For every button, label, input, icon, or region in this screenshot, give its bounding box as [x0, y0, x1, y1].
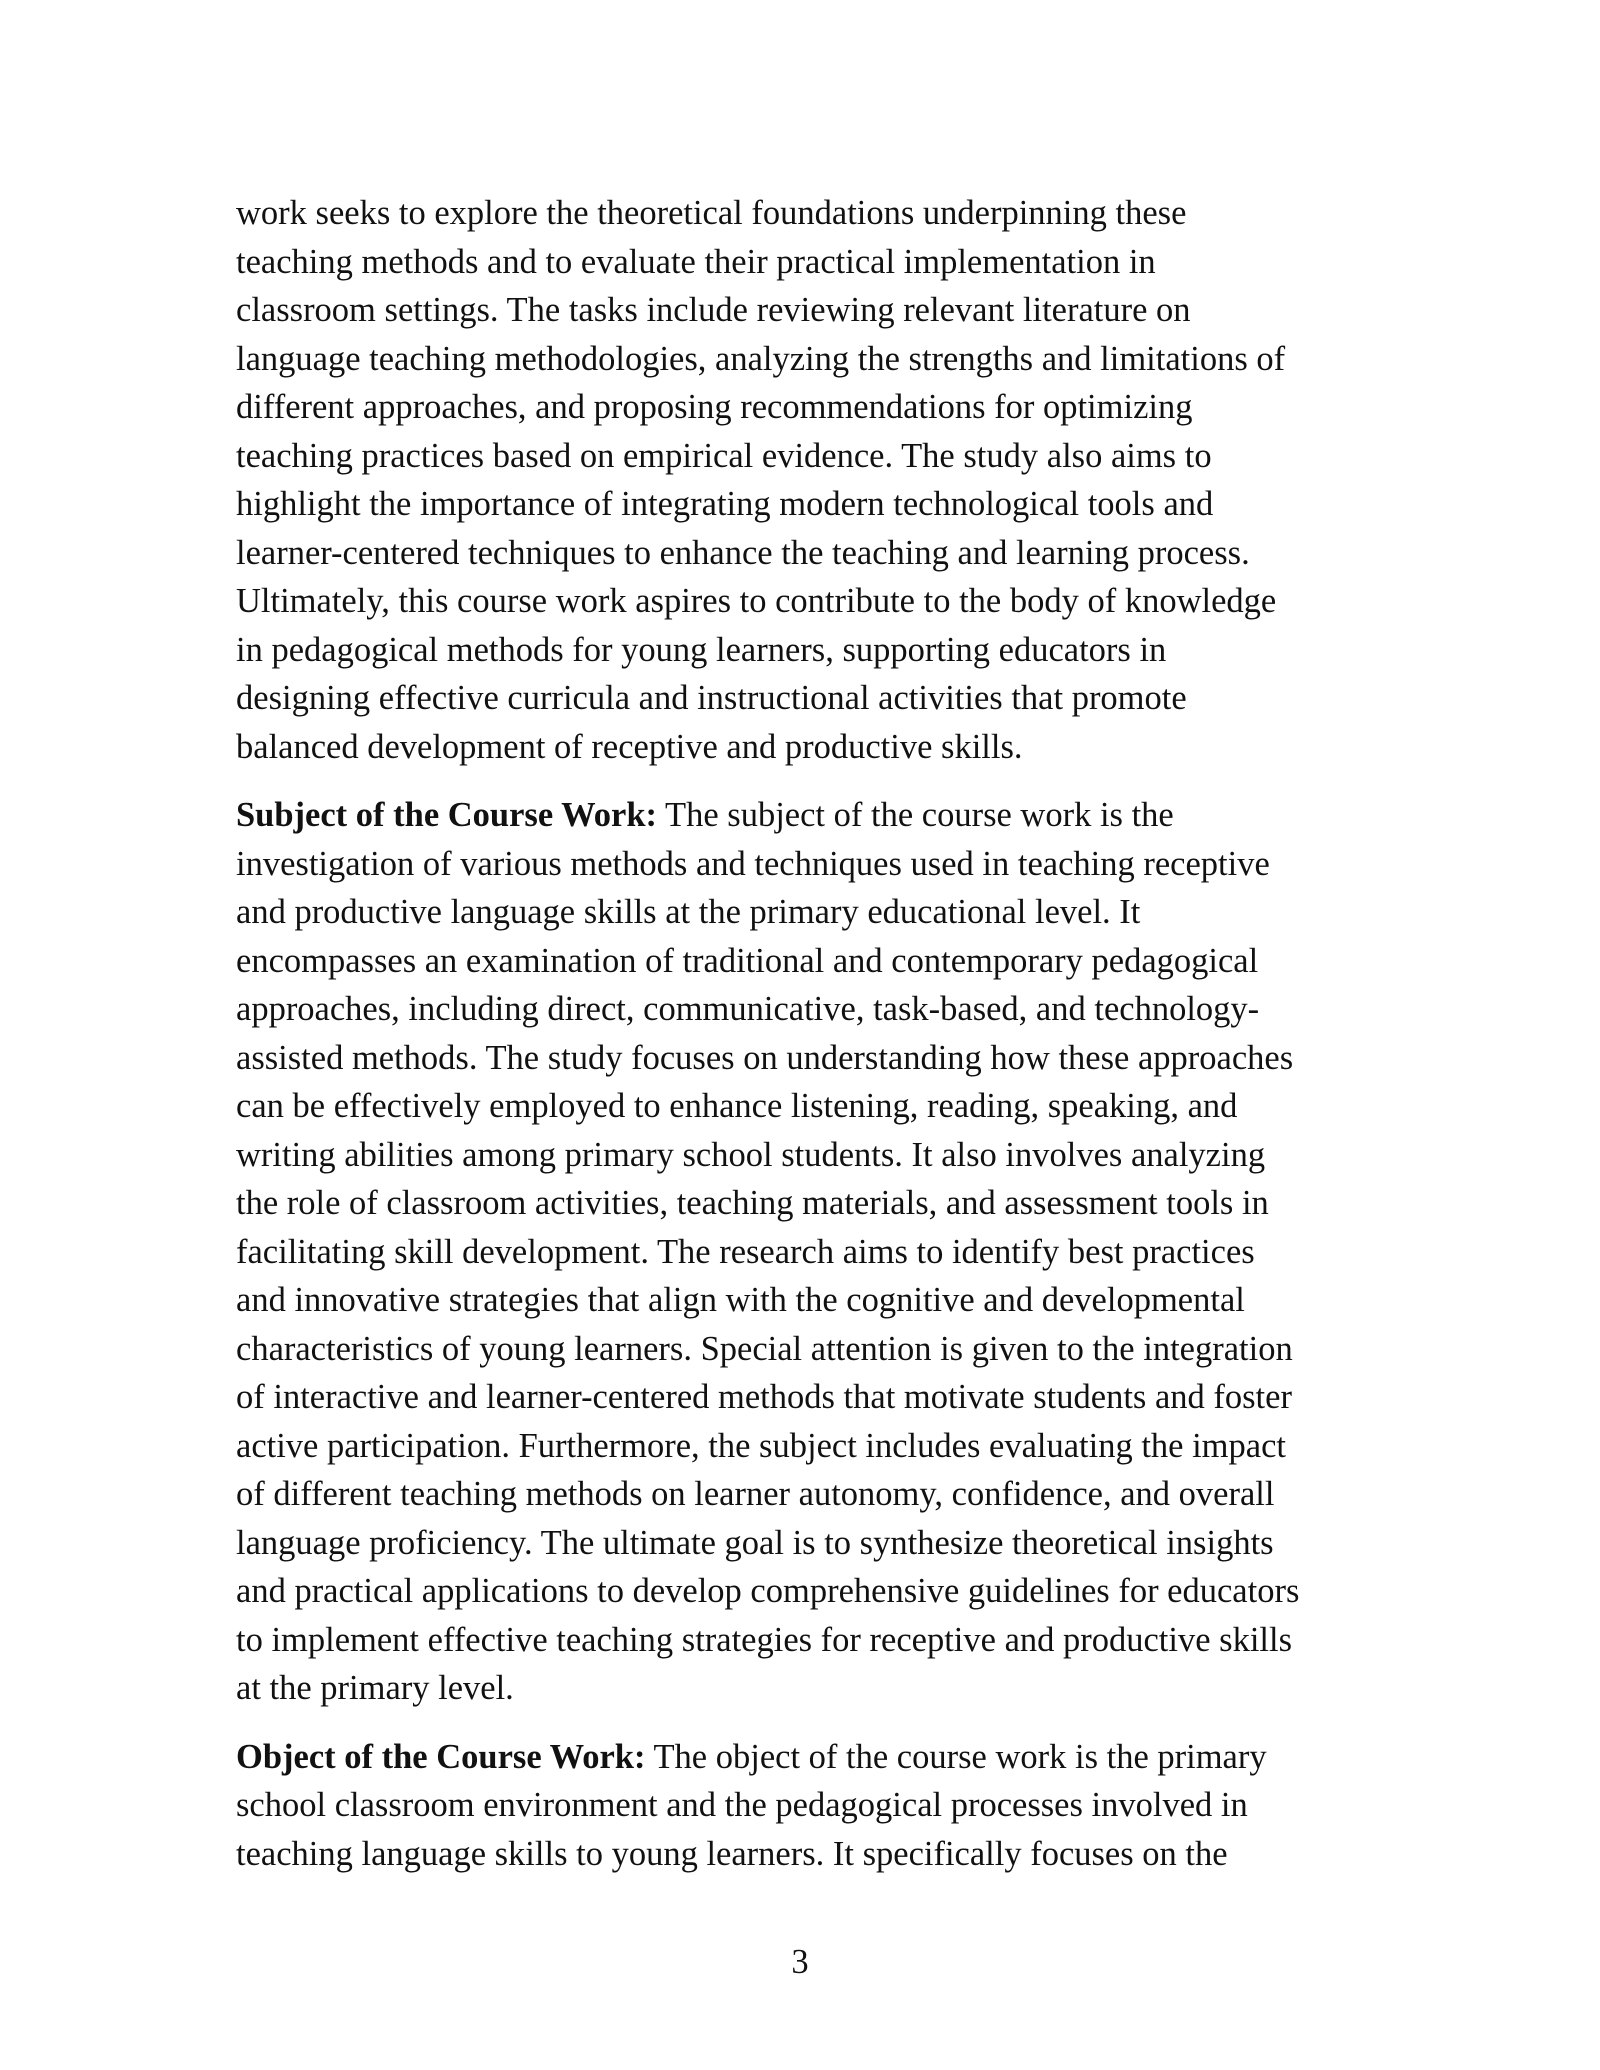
text-line: teaching language skills to young learners. It specifically focuses on the	[236, 1834, 1228, 1873]
paragraph-label: Object of the Course Work:	[236, 1737, 646, 1776]
text-line: can be effectively employed to enhance listening, reading, speaking, and	[236, 1087, 1238, 1125]
paragraphs	[236, 189, 1376, 1878]
text-line: classroom settings. The tasks include reviewing relevant literature on	[236, 291, 1191, 329]
text-line: different approaches, and proposing recommendations for optimizing	[236, 388, 1193, 426]
text-line	[236, 791, 1376, 840]
text-line: approaches, including direct, communicative, task-based, and technology-	[236, 990, 1260, 1028]
text-line: characteristics of young learners. Special attention is given to the integration	[236, 1329, 1293, 1368]
text-line: highlight the importance of integrating modern technological tools and	[236, 485, 1214, 523]
text-line: to implement effective teaching strategies for receptive and productive skills	[236, 1620, 1293, 1659]
text-line: language proficiency. The ultimate goal is to synthesize theoretical insights	[236, 1523, 1274, 1562]
text-line: language teaching methodologies, analyzing the strengths and limitations of	[236, 339, 1286, 378]
text-line: teaching methods and to evaluate their practical implementation in	[236, 242, 1156, 281]
text-line: of different teaching methods on learner autonomy, confidence, and overall	[236, 1475, 1275, 1513]
line-text: The object of the course work is the primary	[645, 1737, 1267, 1776]
text-line: work seeks to explore the theoretical foundations underpinning these	[236, 194, 1187, 232]
text-line: writing abilities among primary school students. It also involves analyzing	[236, 1135, 1266, 1174]
text-line: assisted methods. The study focuses on understanding how these approaches	[236, 1038, 1294, 1077]
paragraph	[236, 791, 1376, 1713]
text-line: and innovative strategies that align with the cognitive and developmental	[236, 1281, 1245, 1319]
text-line: encompasses an examination of traditional and contemporary pedagogical	[236, 941, 1259, 980]
text-line: designing effective curricula and instructional activities that promote	[236, 679, 1187, 717]
paragraph	[236, 1733, 1376, 1879]
text-line: active participation. Furthermore, the subject includes evaluating the impact	[236, 1426, 1286, 1465]
text-line: and practical applications to develop comprehensive guidelines for educators	[236, 1572, 1300, 1610]
line-text: The subject of the course work is the	[657, 796, 1174, 834]
text-line: facilitating skill development. The research aims to identify best practices	[236, 1232, 1255, 1271]
text-line: teaching practices based on empirical evidence. The study also aims to	[236, 436, 1212, 475]
text-line: Ultimately, this course work aspires to contribute to the body of knowledge	[236, 582, 1277, 620]
text-line	[236, 1733, 1376, 1782]
text-line: in pedagogical methods for young learners, supporting educators in	[236, 630, 1167, 669]
text-line: learner-centered techniques to enhance the teaching and learning process.	[236, 533, 1250, 572]
page-body	[236, 189, 1376, 1898]
paragraph	[236, 189, 1376, 771]
paragraph-label: Subject of the Course Work:	[236, 796, 658, 834]
text-line: investigation of various methods and techniques used in teaching receptive	[236, 844, 1270, 883]
text-line: the role of classroom activities, teaching materials, and assessment tools in	[236, 1184, 1269, 1222]
text-line: and productive language skills at the primary educational level. It	[236, 893, 1141, 931]
text-line: school classroom environment and the pedagogical processes involved in	[236, 1786, 1248, 1824]
page-number: 3	[791, 1943, 809, 1981]
text-line: of interactive and learner-centered methods that motivate students and foster	[236, 1378, 1292, 1416]
text-line: at the primary level.	[236, 1669, 514, 1707]
text-line: balanced development of receptive and productive skills.	[236, 727, 1023, 766]
